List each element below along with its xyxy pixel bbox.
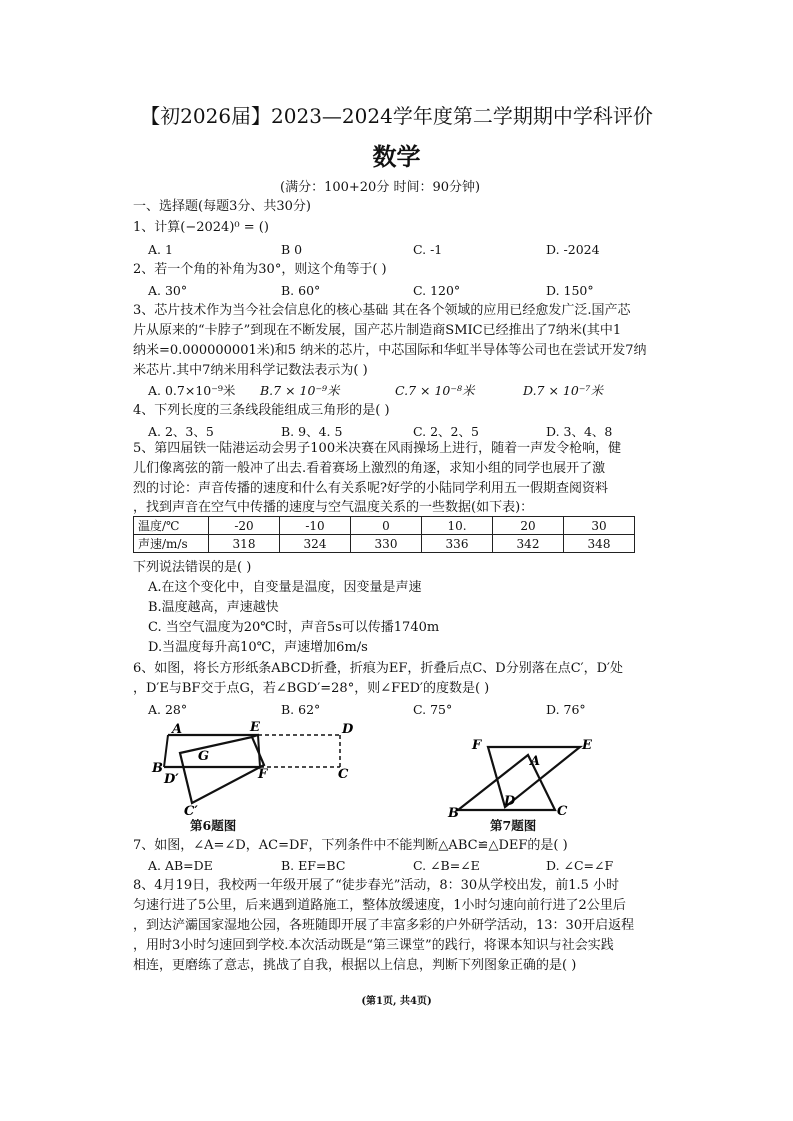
- table-cell: 342: [493, 535, 564, 553]
- q6-line-1: 6、如图，将长方形纸条ABCD折叠，折痕为EF，折叠后点C、D分别落在点C′，D′处: [133, 661, 623, 676]
- q7-stem: 7、如图，∠A=∠D，AC=DF，下列条件中不能判断△ABC≌△DEF的是( ): [133, 838, 568, 853]
- q3-option-c: C.7 × 10⁻⁸米: [395, 383, 475, 398]
- q3-option-b: B.7 × 10⁻⁹米: [260, 383, 340, 398]
- table-cell: 336: [422, 535, 493, 553]
- fig6-label-b: B: [152, 761, 163, 776]
- table-header-speed: 声速/m/s: [134, 535, 209, 553]
- fig6-label-a: A: [172, 722, 183, 737]
- q4-stem: 4、下列长度的三条线段能组成三角形的是( ): [133, 403, 390, 418]
- q5-question: 下列说法错误的是( ): [133, 560, 252, 575]
- fig6-label-d-prime: D′: [164, 772, 179, 787]
- figure-7-triangles: [440, 735, 590, 820]
- fig6-label-c-prime: C′: [184, 804, 198, 819]
- table-cell: -10: [280, 517, 351, 535]
- figure-7-caption: 第7题图: [490, 818, 537, 833]
- table-cell: 330: [351, 535, 422, 553]
- q3-line-4: 米芯片.其中7纳米用科学记数法表示为( ): [133, 363, 368, 378]
- subject-title: 数学: [372, 142, 421, 171]
- fig7-label-c: C: [557, 804, 568, 819]
- q5-line-4: ，找到声音在空气中传播的速度与空气温度关系的一些数据(如下表)：: [133, 500, 534, 515]
- fig7-label-a: A: [530, 754, 541, 769]
- q6-option-b: B. 62°: [281, 702, 321, 717]
- q8-line-3: ，到达浐灞国家湿地公园，各班随即开展了丰富多彩的户外研学活动，13：30开启返程: [133, 918, 635, 933]
- q8-line-5: 相连，更磨练了意志，挑战了自我，根据以上信息，判断下列图象正确的是( ): [133, 958, 577, 973]
- table-row: [134, 535, 635, 553]
- q4-option-d: D. 3、4、8: [546, 424, 613, 439]
- q3-line-2: 片从原来的“卡脖子”到现在不断发展，国产芯片制造商SMIC已经推出了7纳米(其中1: [133, 323, 622, 338]
- table-row: [134, 517, 635, 535]
- table-cell: 30: [564, 517, 635, 535]
- q1-stem: 1、计算(−2024)⁰ = (): [133, 220, 269, 235]
- q1-option-c: C. -1: [413, 242, 443, 257]
- q2-option-d: D. 150°: [546, 283, 594, 298]
- table-cell: 0: [351, 517, 422, 535]
- q8-line-2: 匀速行进了5公里，后来遇到道路施工，整体放缓速度，1小时匀速向前行进了2公里后: [133, 898, 626, 913]
- fig6-label-f: F: [258, 767, 268, 782]
- q8-line-1: 8、4月19日，我校两一年级开展了“徒步春光”活动，8：30从学校出发，前1.5 小时: [133, 878, 619, 893]
- q4-option-b: B. 9、4. 5: [281, 424, 343, 439]
- q1-option-a: A. 1: [148, 242, 173, 257]
- q5-option-c: C. 当空气温度为20℃时，声音5s可以传播1740m: [148, 620, 440, 635]
- section-heading: 一、选择题(每题3分、共30分): [133, 199, 311, 214]
- q5-option-d: D.当温度每升高10℃，声速增加6m/s: [148, 640, 368, 655]
- fig6-label-e: E: [250, 720, 260, 735]
- q2-option-b: B. 60°: [281, 283, 321, 298]
- q6-line-2: ，D′E与BF交于点G，若∠BGD′=28°，则∠FED′的度数是( ): [133, 681, 490, 696]
- fig7-label-d: D: [504, 794, 516, 809]
- q5-line-1: 5、第四届铁一陆港运动会男子100米决赛在风雨操场上进行，随着一声发令枪响，健: [133, 441, 622, 456]
- q5-line-2: 儿们像离弦的箭一般冲了出去.看着赛场上激烈的角逐，求知小组的同学也展开了激: [133, 461, 606, 476]
- table-cell: 20: [493, 517, 564, 535]
- sound-speed-table: [133, 516, 635, 553]
- score-time-info: (满分：100+20分 时间：90分钟): [280, 180, 481, 195]
- exam-title: 【初2026届】2023—2024学年度第二学期期中学科评价: [140, 104, 653, 128]
- figure-6-folded-rectangle: [140, 715, 370, 835]
- q3-option-a: A. 0.7×10⁻⁹米: [148, 383, 236, 398]
- q5-line-3: 烈的讨论：声音传播的速度和什么有关系呢?好学的小陆同学利用五一假期查阅资料: [133, 481, 608, 496]
- q2-option-c: C. 120°: [413, 283, 461, 298]
- figure-6-caption: 第6题图: [190, 818, 237, 833]
- q4-option-c: C. 2、2、5: [413, 424, 479, 439]
- q3-line-1: 3、芯片技术作为当今社会信息化的核心基础 其在各个领域的应用已经愈发广泛.国产芯: [133, 303, 631, 318]
- q2-stem: 2、若一个角的补角为30°，则这个角等于( ): [133, 262, 387, 277]
- q2-option-a: A. 30°: [148, 283, 188, 298]
- table-cell: 348: [564, 535, 635, 553]
- fig7-label-b: B: [448, 806, 459, 821]
- table-cell: 10.: [422, 517, 493, 535]
- q7-option-a: A. AB=DE: [148, 858, 213, 873]
- q7-option-b: B. EF=BC: [281, 858, 346, 873]
- q5-option-a: A.在这个变化中，自变量是温度，因变量是声速: [148, 580, 422, 595]
- q3-option-d: D.7 × 10⁻⁷米: [523, 383, 603, 398]
- q5-option-b: B.温度越高，声速越快: [148, 600, 279, 615]
- fig7-label-f: F: [472, 738, 482, 753]
- q8-line-4: ，用时3小时匀速回到学校.本次活动既是“第三课堂”的践行，将课本知识与社会实践: [133, 938, 614, 953]
- q6-option-a: A. 28°: [148, 702, 188, 717]
- q1-option-d: D. -2024: [546, 242, 600, 257]
- table-cell: 318: [209, 535, 280, 553]
- q7-option-d: D. ∠C=∠F: [546, 858, 614, 873]
- q1-option-b: B 0: [281, 242, 303, 257]
- fig7-label-e: E: [582, 738, 592, 753]
- page-footer: (第1页, 共4页): [361, 996, 432, 1007]
- fig6-label-d: D: [342, 722, 354, 737]
- q7-option-c: C. ∠B=∠E: [413, 858, 480, 873]
- table-cell: 324: [280, 535, 351, 553]
- q3-line-3: 纳米=0.000000001米)和5 纳米的芯片，中芯国际和华虹半导体等公司也在尝试开发7纳: [133, 343, 647, 358]
- fig6-label-c: C: [338, 767, 349, 782]
- table-header-temperature: 温度/℃: [134, 517, 209, 535]
- q6-option-c: C. 75°: [413, 702, 453, 717]
- q6-option-d: D. 76°: [546, 702, 586, 717]
- q4-option-a: A. 2、3、5: [148, 424, 214, 439]
- table-cell: -20: [209, 517, 280, 535]
- fig6-label-g: G: [198, 749, 210, 764]
